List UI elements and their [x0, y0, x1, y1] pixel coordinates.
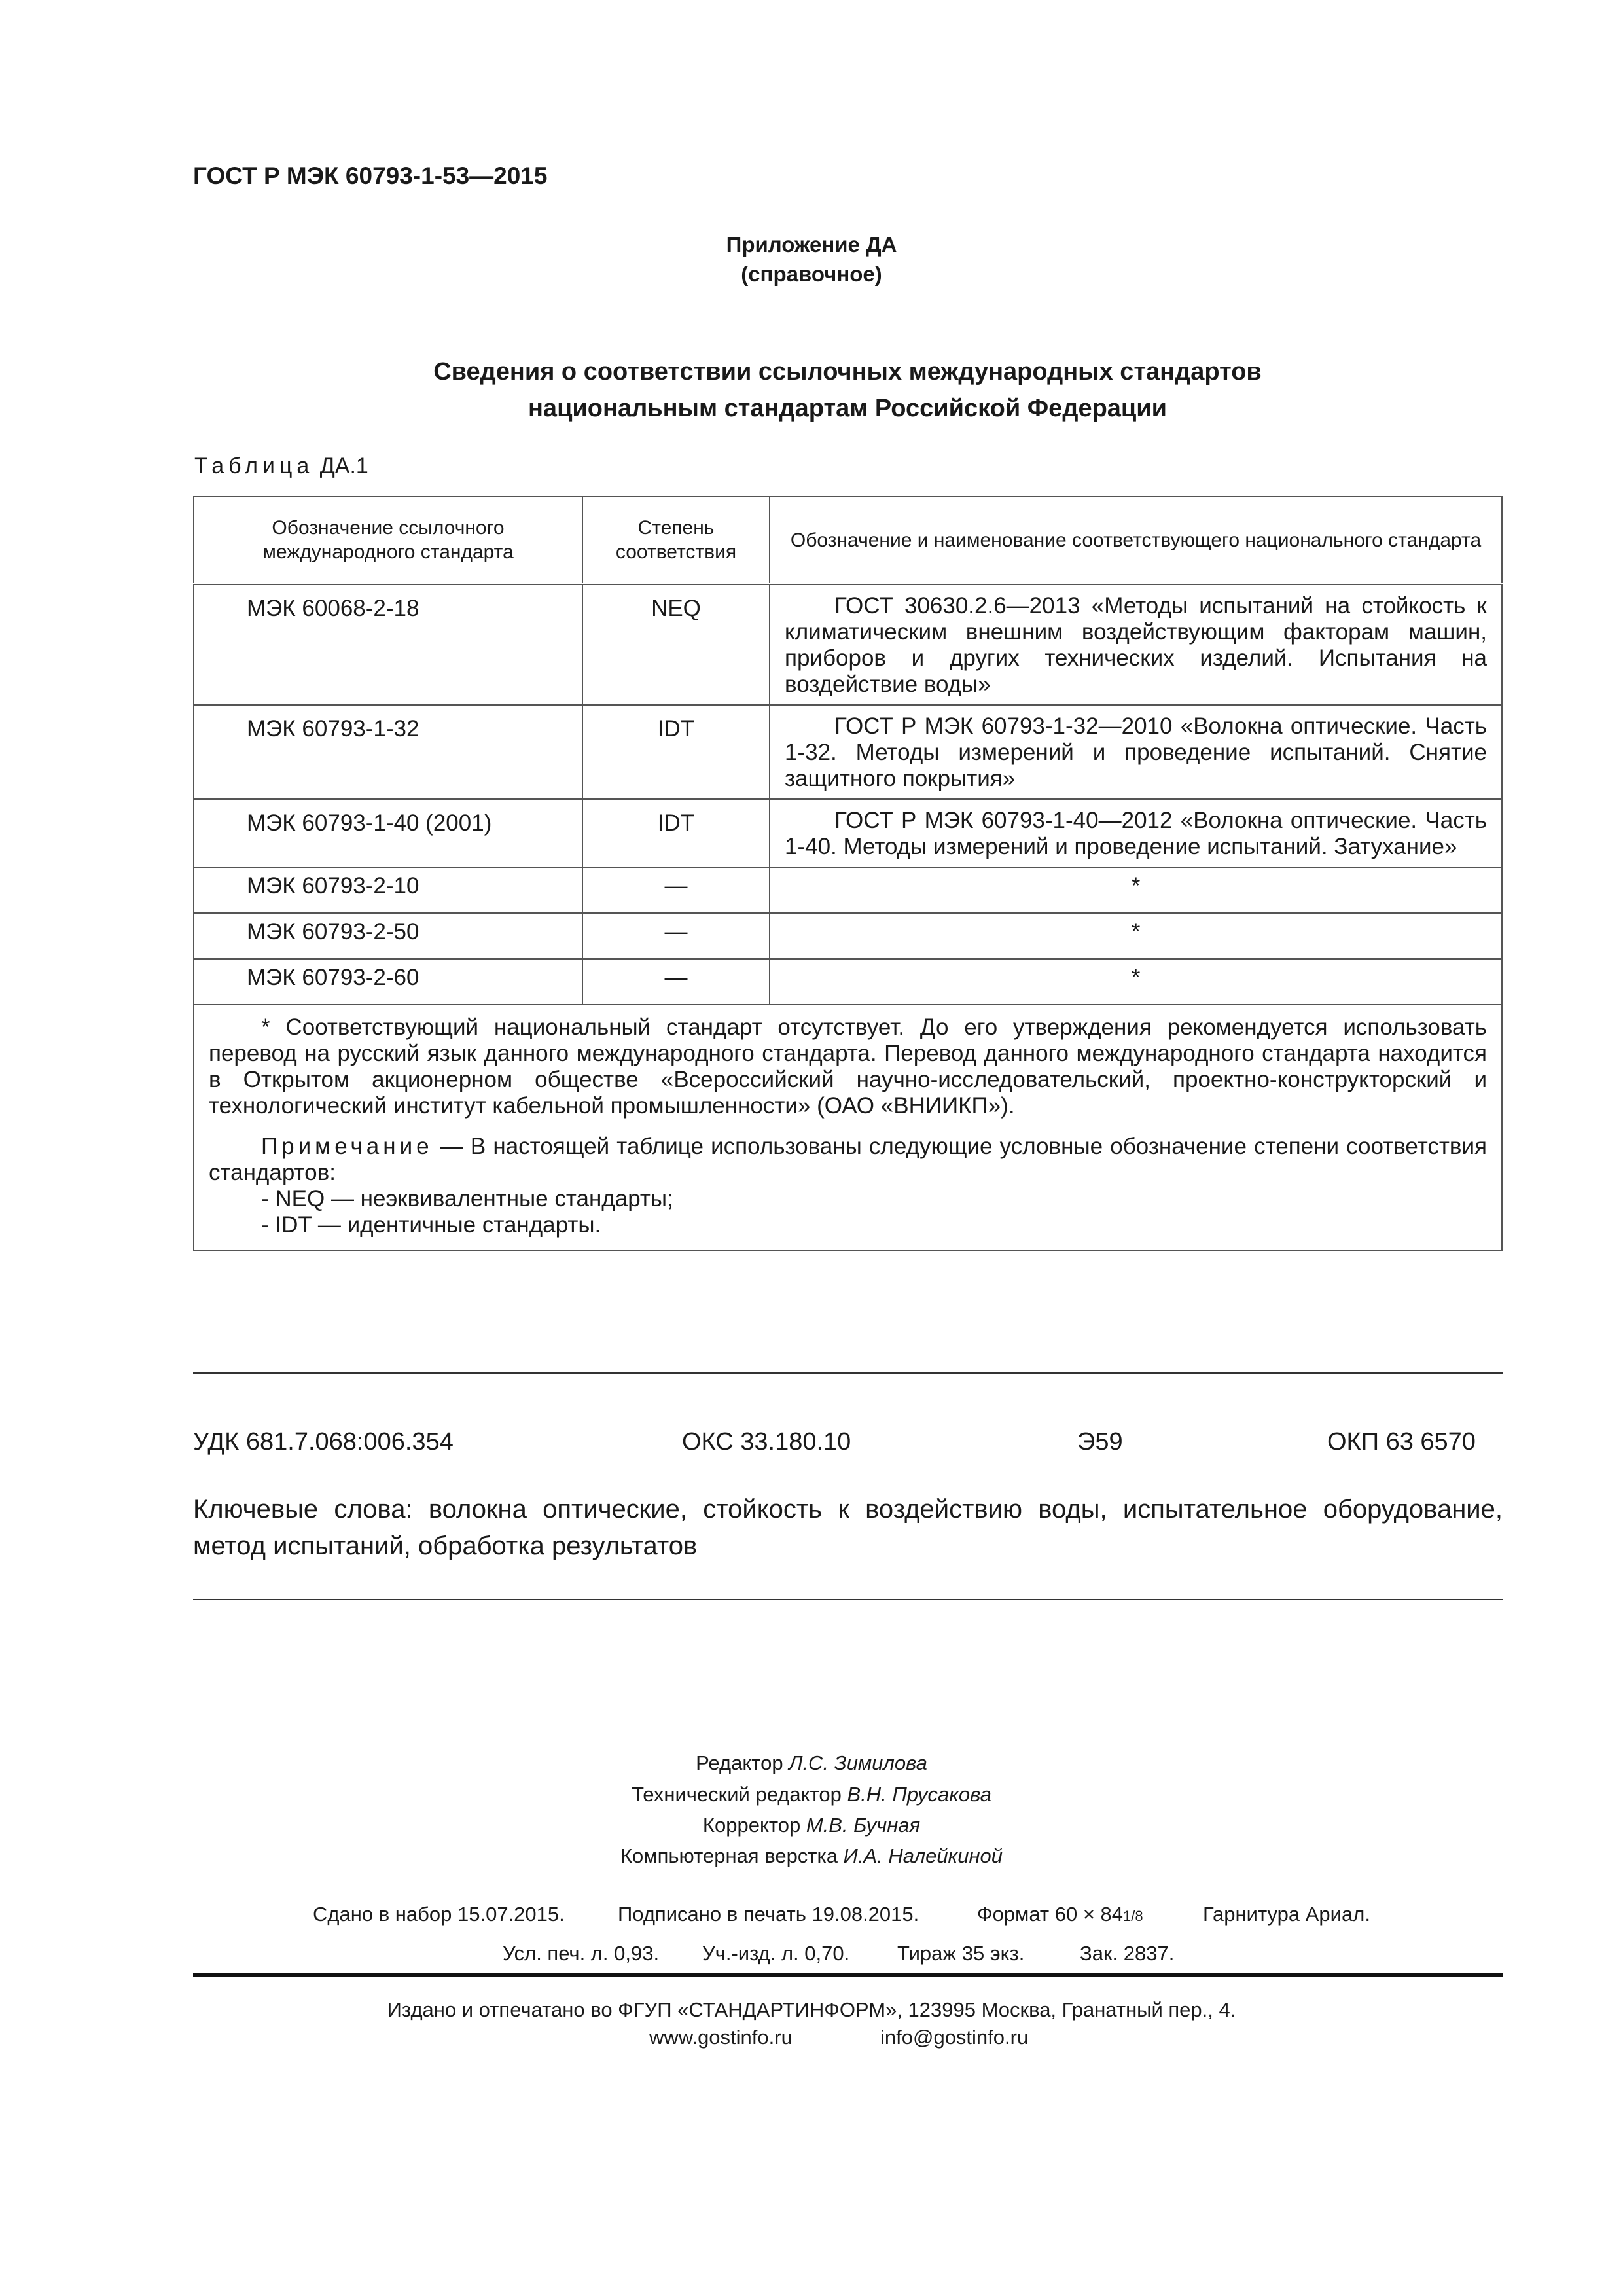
imprint-run: Тираж 35 экз.: [897, 1942, 1025, 1965]
cell-code: МЭК 60793-2-60: [194, 959, 582, 1005]
divider: [193, 1599, 1503, 1600]
table-row: [194, 867, 1502, 913]
cell-code: МЭК 60793-1-40 (2001): [194, 799, 582, 867]
table-row: [194, 705, 1502, 799]
annex-title: Приложение ДА: [726, 232, 897, 257]
table-row: [194, 913, 1502, 959]
annex-heading: [193, 353, 1502, 427]
imprint-order: Зак. 2837.: [1080, 1942, 1175, 1965]
cell-national: ГОСТ 30630.2.6—2013 «Методы испытаний на стойкость к климатическим внешним воздействующим факторам машин, приборов и других технических изделий. Испытания на воздействие воды»: [770, 584, 1502, 705]
column-header-international: Обозначение ссылочного международного стандарта: [194, 497, 582, 584]
table-notes: [194, 1005, 1502, 1251]
cell-national: *: [770, 867, 1502, 913]
oks-code: ОКС 33.180.10: [682, 1428, 851, 1456]
okp-code: ОКП 63 6570: [1327, 1428, 1476, 1456]
table-row: [194, 799, 1502, 867]
cell-code: МЭК 60793-2-50: [194, 913, 582, 959]
imprint-signed: Подписано в печать 19.08.2015.: [618, 1903, 919, 1926]
annex-subtitle: (справочное): [741, 262, 882, 286]
cell-degree: IDT: [582, 705, 770, 799]
cell-degree: NEQ: [582, 584, 770, 705]
credit-role: Редактор: [696, 1751, 783, 1774]
cell-degree: —: [582, 867, 770, 913]
credit-name: М.В. Бучная: [806, 1814, 921, 1837]
annex-heading-line1: Сведения о соответствии ссылочных международных стандартов: [433, 358, 1262, 386]
note-item: - NEQ — неэквивалентные стандарты;: [261, 1186, 673, 1211]
table-label-number: ДА.1: [319, 454, 368, 478]
credit-layout: [0, 1844, 1623, 1868]
table-note: [209, 1134, 1487, 1186]
e-code: Э59: [1077, 1428, 1123, 1456]
note-text: — В настоящей таблице использованы следующие условные обозначение степени соответствия стандартов:: [209, 1134, 1487, 1185]
standards-table: [193, 496, 1503, 1251]
table-row: [194, 959, 1502, 1005]
column-header-national: Обозначение и наименование соответствующего национального стандарта: [770, 497, 1502, 584]
table-row: [194, 584, 1502, 705]
note-label: Примечание: [261, 1134, 433, 1159]
credit-role: Компьютерная верстка: [620, 1844, 838, 1867]
credit-role: Корректор: [702, 1814, 801, 1837]
note-item: - IDT — идентичные стандарты.: [261, 1212, 601, 1238]
format-fraction: 1/8: [1123, 1908, 1143, 1924]
table-footnote: * Соответствующий национальный стандарт отсутствует. До его утверждения рекомендуется использовать перевод на русский язык данного международного стандарта. Перевод данного международного стандарта находится в Открытом акционерном обществе «Всероссийский научно-исследовательский, проектно-конструкторский и технологический институт кабельной промышленности» (ОАО «ВНИИКП»).: [209, 1014, 1487, 1119]
credit-name: И.А. Налейкиной: [843, 1844, 1003, 1867]
divider-thick: [193, 1973, 1503, 1977]
column-header-degree: Степень соответствия: [582, 497, 770, 584]
credit-name: Л.С. Зимилова: [789, 1751, 927, 1774]
imprint-print-sheets: Усл. печ. л. 0,93.: [503, 1942, 660, 1965]
cell-code: МЭК 60793-2-10: [194, 867, 582, 913]
cell-code: МЭК 60793-1-32: [194, 705, 582, 799]
cell-degree: —: [582, 913, 770, 959]
divider: [193, 1372, 1503, 1374]
cell-national: *: [770, 959, 1502, 1005]
imprint-format: [977, 1903, 1143, 1926]
cell-national: *: [770, 913, 1502, 959]
cell-degree: —: [582, 959, 770, 1005]
keywords: Ключевые слова: волокна оптические, стойкость к воздействию воды, испытательное оборудование, метод испытаний, обработка результатов: [193, 1495, 1503, 1560]
credit-tech-editor: [0, 1783, 1623, 1806]
credit-proofreader: [0, 1814, 1623, 1837]
credit-name: В.Н. Прусакова: [847, 1783, 991, 1806]
publisher-line: Издано и отпечатано во ФГУП «СТАНДАРТИНФОРМ», 123995 Москва, Гранатный пер., 4.: [387, 1998, 1236, 2021]
annex-heading-line2: национальным стандартам Российской Федерации: [527, 395, 1167, 422]
cell-code: МЭК 60068-2-18: [194, 584, 582, 705]
document-code: ГОСТ Р МЭК 60793-1-53—2015: [193, 162, 548, 189]
credit-role: Технический редактор: [632, 1783, 842, 1806]
credit-editor: [0, 1751, 1623, 1775]
table-header-row: [194, 497, 1502, 584]
imprint-font: Гарнитура Ариал.: [1203, 1903, 1370, 1926]
publisher-site: www.gostinfo.ru: [649, 2026, 793, 2049]
imprint-sent: Сдано в набор 15.07.2015.: [313, 1903, 565, 1926]
table-label: [194, 454, 368, 479]
cell-national: ГОСТ Р МЭК 60793-1-40—2012 «Волокна оптические. Часть 1-40. Методы измерений и проведение испытаний. Затухание»: [770, 799, 1502, 867]
udk-code: УДК 681.7.068:006.354: [193, 1428, 454, 1456]
publisher-email: info@gostinfo.ru: [880, 2026, 1029, 2049]
table-notes-row: [194, 1005, 1502, 1251]
table-label-word: Таблица: [194, 454, 314, 478]
format-label: Формат 60 × 84: [977, 1903, 1124, 1926]
imprint-pub-sheets: Уч.-изд. л. 0,70.: [702, 1942, 850, 1965]
cell-degree: IDT: [582, 799, 770, 867]
cell-national: ГОСТ Р МЭК 60793-1-32—2010 «Волокна оптические. Часть 1-32. Методы измерений и проведение испытаний. Снятие защитного покрытия»: [770, 705, 1502, 799]
